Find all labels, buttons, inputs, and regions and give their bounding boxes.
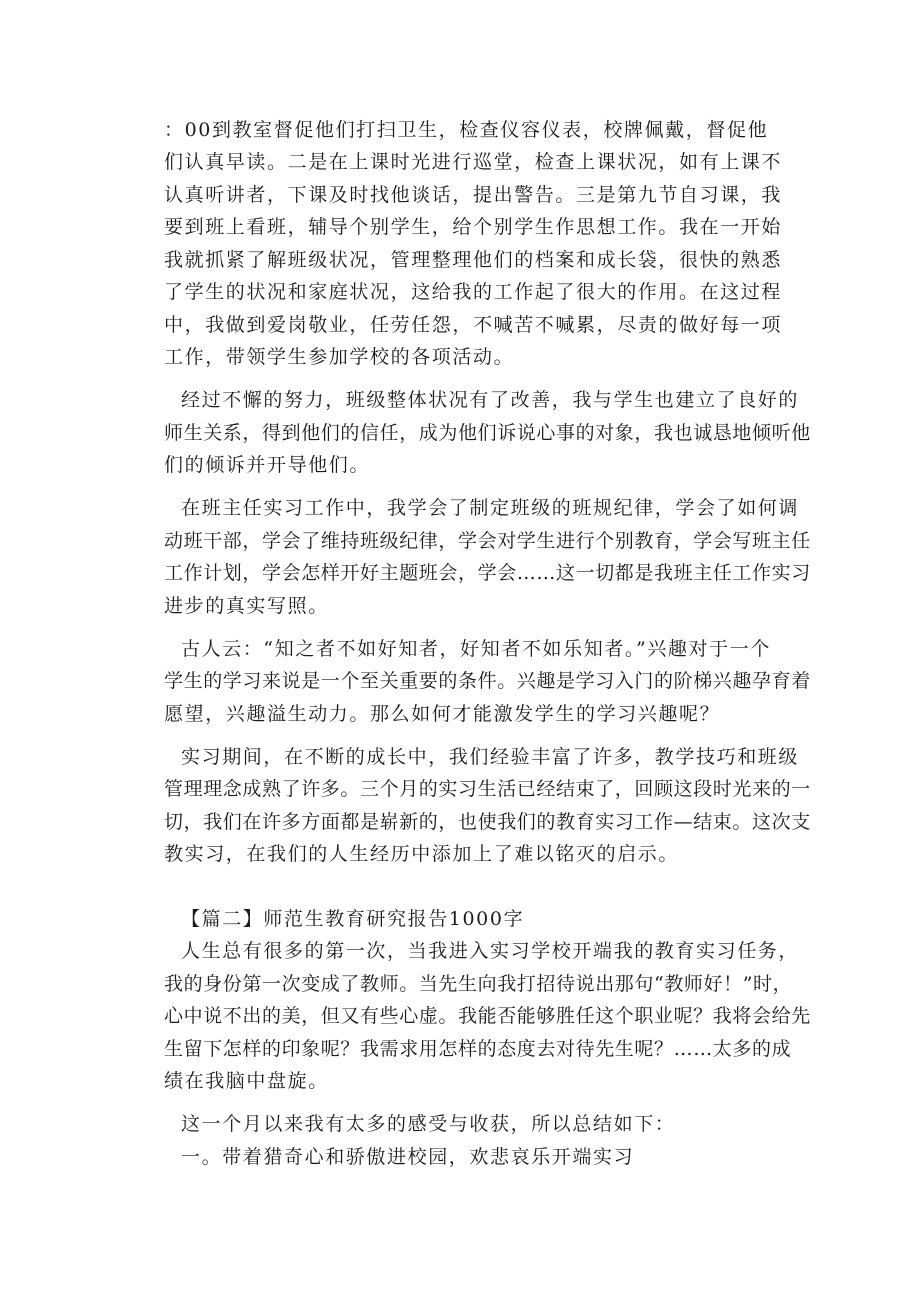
- text-line: 一。带着猎奇心和骄傲进校园，欢悲哀乐开端实习: [181, 1146, 635, 1168]
- text-line: 我的身份第一次变成了教师。当先生向我打招待说出那句“教师好！”时，: [164, 973, 793, 995]
- text-line: 经过不懈的努力，班级整体状况有了改善，我与学生也建立了良好的: [181, 389, 800, 411]
- text-line: 心中说不出的美，但又有些心虚。我能否能够胜任这个职业呢？我将会给先: [164, 1005, 811, 1027]
- text-line: 工作，带领学生参加学校的各项活动。: [164, 346, 515, 368]
- text-line: 这一个月以来我有太多的感受与收获，所以总结如下：: [181, 1113, 676, 1135]
- text-line: 切，我们在许多方面都是崭新的，也使我们的教育实习工作—结束。这次支: [164, 811, 811, 833]
- text-line: 愿望，兴趣溢生动力。那么如何才能激发学生的学习兴趣呢？: [164, 703, 721, 725]
- text-line: 实习期间，在不断的成长中，我们经验丰富了许多，教学技巧和班级: [181, 746, 800, 768]
- text-line: 工作计划，学会怎样开好主题班会，学会……这一切都是我班主任工作实习: [164, 562, 811, 584]
- section-heading: 【篇二】师范生教育研究报告1000字: [181, 908, 525, 930]
- text-line: 我就抓紧了解班级状况，管理整理他们的档案和成长袋，很快的熟悉: [164, 249, 783, 271]
- text-line: 们认真早读。二是在上课时光进行巡堂，检查上课状况，如有上课不: [164, 151, 783, 173]
- text-line: 认真听讲者，下课及时找他谈话，提出警告。三是第九节自习课，我: [164, 184, 783, 206]
- text-line: 人生总有很多的第一次，当我进入实习学校开端我的教育实习任务，: [181, 940, 800, 962]
- text-line: 师生关系，得到他们的信任，成为他们诉说心事的对象，我也诚恳地倾听他: [164, 422, 811, 444]
- text-line: 学生的学习来说是一个至关重要的条件。兴趣是学习入门的阶梯兴趣孕育着: [164, 670, 811, 692]
- text-line: 绩在我脑中盘旋。: [164, 1070, 329, 1092]
- text-line: 中，我做到爱岗敬业，任劳任怨，不喊苦不喊累，尽责的做好每一项: [164, 314, 783, 336]
- text-line: 了学生的状况和家庭状况，这给我的工作起了很大的作用。在这过程: [164, 281, 783, 303]
- text-line: 管理理念成熟了许多。三个月的实习生活已经结束了，回顾这段时光来的一: [164, 778, 811, 800]
- text-line: 在班主任实习工作中，我学会了制定班级的班规纪律，学会了如何调: [181, 497, 800, 519]
- text-line: ：00到教室督促他们打扫卫生，检查仪容仪表，校牌佩戴，督促他: [164, 119, 769, 141]
- text-line: 们的倾诉并开导他们。: [164, 454, 371, 476]
- text-line: 进步的真实写照。: [164, 595, 329, 617]
- text-line: 教实习，在我们的人生经历中添加上了难以铭灭的启示。: [164, 843, 680, 865]
- text-line: 动班干部，学会了维持班级纪律，学会对学生进行个别教育，学会写班主任: [164, 530, 811, 552]
- text-line: 要到班上看班，辅导个别学生，给个别学生作思想工作。我在一开始: [164, 216, 783, 238]
- text-line: 古人云：“知之者不如好知者，好知者不如乐知者。”兴趣对于一个: [181, 638, 771, 660]
- text-line: 生留下怎样的印象呢？我需求用怎样的态度去对待先生呢？……太多的成: [164, 1038, 792, 1060]
